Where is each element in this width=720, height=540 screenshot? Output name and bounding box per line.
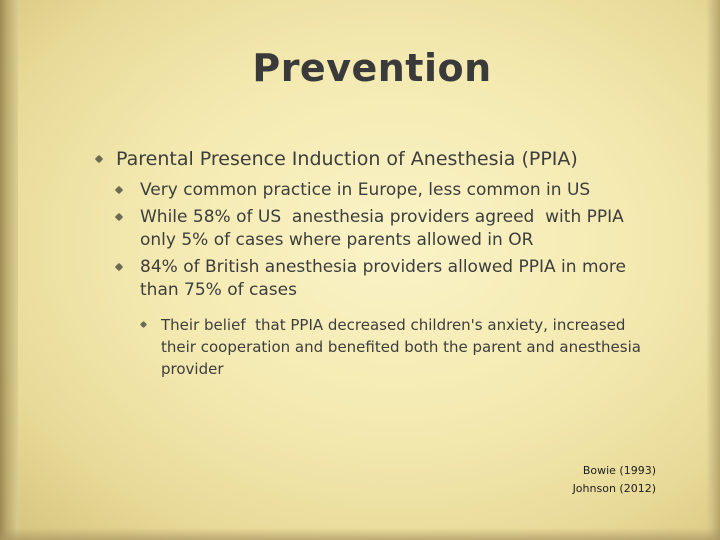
references (573, 462, 656, 498)
bullet-text: While 58% of US anesthesia providers agreed with PPIA only 5% of cases where parents allowed in OR (140, 207, 630, 250)
bullet-item-british-providers (96, 256, 656, 302)
slide-title: Prevention (252, 46, 492, 90)
bullet-list (96, 146, 656, 380)
bullet-icon (115, 213, 123, 221)
bullet-icon (115, 186, 123, 194)
bullet-icon (95, 155, 103, 163)
bullet-icon (140, 321, 147, 328)
bullet-icon (115, 263, 123, 271)
reference-bowie: Bowie (1993) (582, 464, 656, 477)
bullet-text: Parental Presence Induction of Anesthesia (PPIA) (116, 148, 578, 170)
page-edge-bottom (0, 528, 720, 540)
bullet-text: Very common practice in Europe, less common in US (140, 180, 591, 200)
bullet-item-belief (96, 314, 656, 380)
bullet-item-us-providers (96, 206, 656, 252)
bullet-item-ppia (96, 146, 656, 173)
bullet-text: 84% of British anesthesia providers allowed PPIA in more than 75% of cases (140, 257, 626, 300)
bullet-text: Their belief that PPIA decreased children's anxiety, increased their cooperation and benefited both the parent and anesthesia provider (161, 316, 646, 378)
bullet-item-europe (96, 179, 656, 202)
reference-johnson: Johnson (2012) (572, 482, 656, 495)
